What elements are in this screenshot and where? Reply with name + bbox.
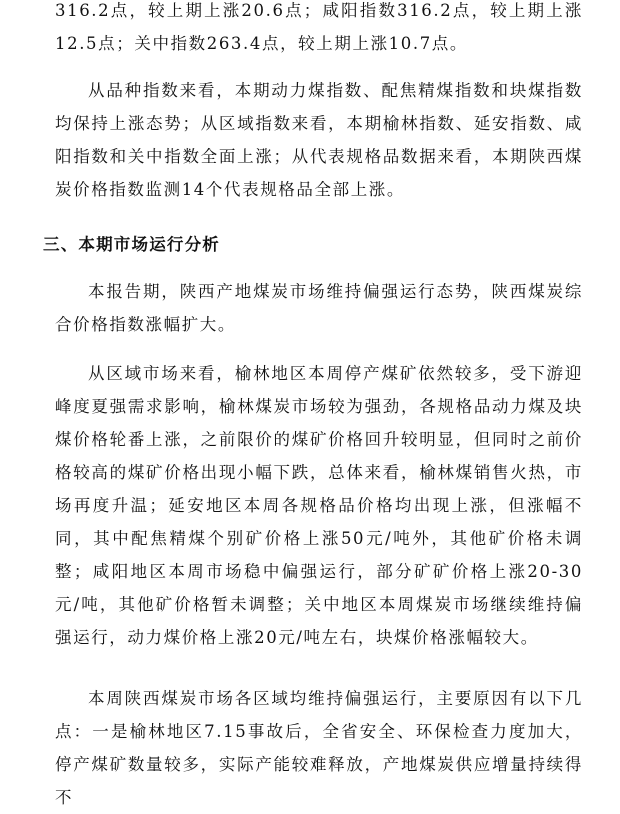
paragraph-variety-index: 从品种指数来看，本期动力煤指数、配焦精煤指数和块煤指数均保持上涨态势；从区域指数来看，本期榆林指数、延安指数、咸阳指数和关中指数全面上涨；从代表规格品数据来看，本期陕西煤炭价格指数监测14个代表规格品全部上涨。 — [55, 81, 583, 199]
paragraph-regional-index-values: 316.2点，较上期上涨20.6点；咸阳指数316.2点，较上期上涨12.5点；关中指数263.4点，较上期上涨10.7点。 — [55, 1, 583, 53]
paragraph-market-reasons: 本周陕西煤炭市场各区域均维持偏强运行，主要原因有以下几点：一是榆林地区7.15事故后，全省安全、环保检查力度加大，停产煤矿数量较多，实际产能较难释放，产地煤炭供应增量持续得不 — [55, 689, 583, 807]
paragraph-regional-market: 从区域市场来看，榆林地区本周停产煤矿依然较多，受下游迎峰度夏强需求影响，榆林煤炭市场较为强劲，各规格品动力煤及块煤价格轮番上涨，之前限价的煤矿价格回升较明显，但同时之前价格较高的煤矿价格出现小幅下跌，总体来看，榆林煤销售火热，市场再度升温；延安地区本周各规格品价格均出现上涨，但涨幅不同，其中配焦精煤个别矿价格上涨50元/吨外，其他矿价格未调整；咸阳地区本周市场稳中偏强运行，部分矿矿价格上涨20-30元/吨，其他矿价格暂未调整；关中地区本周煤炭市场继续维持偏强运行，动力煤价格上涨20元/吨左右，块煤价格涨幅较大。 — [55, 364, 583, 647]
paragraph-market-summary: 本报告期，陕西产地煤炭市场维持偏强运行态势，陕西煤炭综合价格指数涨幅扩大。 — [55, 282, 583, 334]
section-heading-market-analysis: 三、本期市场运行分析 — [43, 235, 220, 254]
